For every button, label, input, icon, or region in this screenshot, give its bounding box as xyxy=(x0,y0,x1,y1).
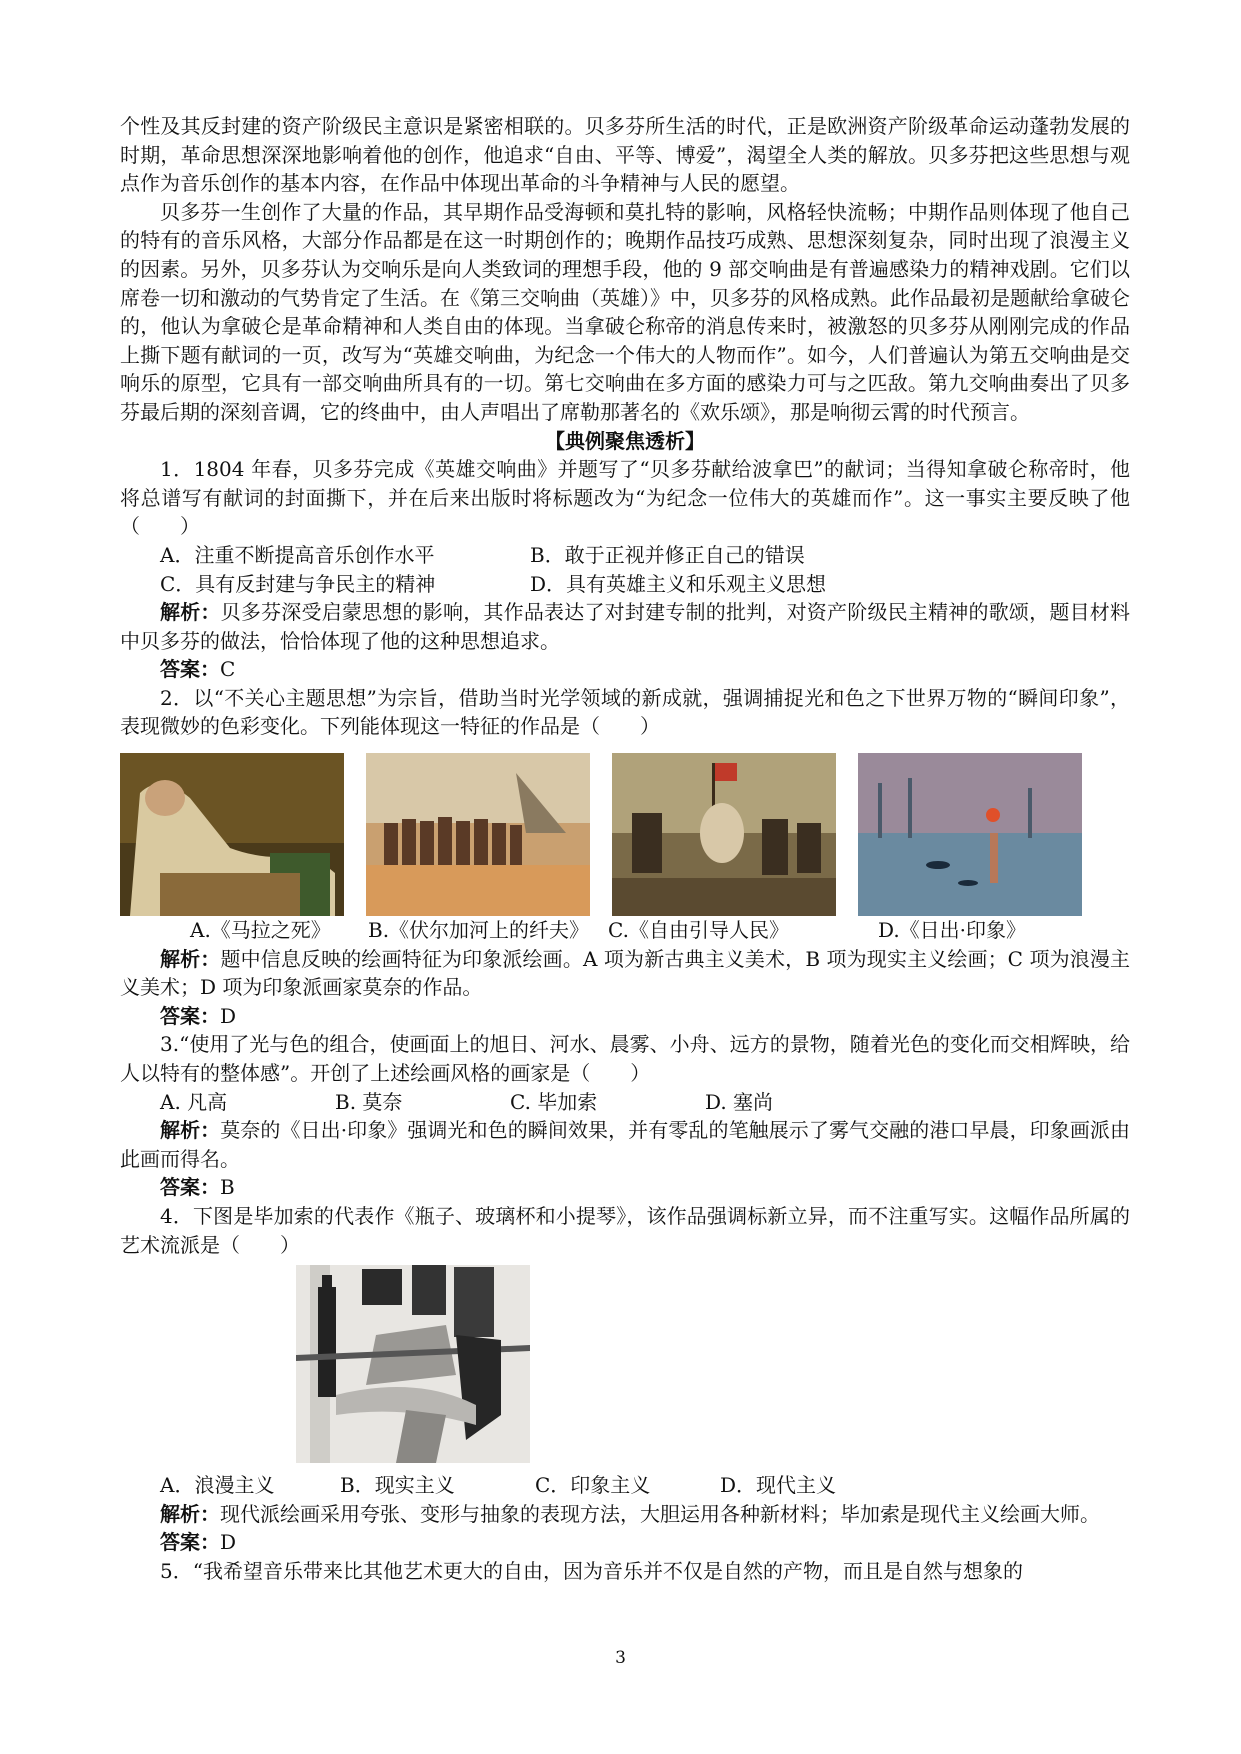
question-5-stem: 5．“我希望音乐带来比其他艺术更大的自由，因为音乐并不仅是自然的产物，而且是自然与想象的 xyxy=(160,1558,1023,1583)
q1-option-d: D．具有英雄主义和乐观主义思想 xyxy=(530,571,827,596)
analysis-label: 解析： xyxy=(160,1501,220,1526)
question-3-analysis xyxy=(120,1116,1130,1173)
intro-paragraph-2: 贝多芬一生创作了大量的作品，其早期作品受海顿和莫扎特的影响，风格轻快流畅；中期作品则体现了他自己的特有的音乐风格，大部分作品都是在这一时期创作的；晚期作品技巧成熟、思想深刻复杂，同时出现了浪漫主义的因素。另外，贝多芬认为交响乐是向人类致词的理想手段，他的 9 部交响曲是有普遍感染力的精神戏剧。它们以席卷一切和激动的气势肯定了生活。在《第三交响曲（英雄）》中，贝多芬的风格成熟。此作品最初是题献给拿破仑的，他认为拿破仑是革命精神和人类自由的体现。当拿破仑称帝的消息传来时，被激怒的贝多芬从刚刚完成的作品上撕下题有献词的一页，改写为“英雄交响曲，为纪念一个伟大的人物而作”。如今，人们普遍认为第五交响曲是交响乐的原型，它具有一部交响曲所具有的一切。第七交响曲在多方面的感染力可与之匹敌。第九交响曲奏出了贝多芬最后期的深刻音调，它的终曲中，由人声唱出了席勒那著名的《欢乐颂》，那是响彻云霄的时代预言。 xyxy=(120,199,1130,424)
q2-analysis-text: 题中信息反映的绘画特征为印象派绘画。A 项为新古典主义美术，B 项为现实主义绘画；C 项为浪漫主义美术；D 项为印象派画家莫奈的作品。 xyxy=(120,946,1131,1000)
q1-option-a: A．注重不断提高音乐创作水平 xyxy=(160,542,435,567)
q3-option-a: A. 凡高 xyxy=(160,1089,228,1114)
question-3-answer xyxy=(120,1173,1130,1202)
question-4-options-row xyxy=(120,1471,1130,1500)
question-4-stem: 4．下图是毕加索的代表作《瓶子、玻璃杯和小提琴》，该作品强调标新立异，而不注重写实。这幅作品所属的艺术流派是（ ） xyxy=(120,1204,1130,1257)
q1-answer-value: C xyxy=(220,657,236,682)
question-3-options-row xyxy=(120,1088,1130,1117)
section-title: 【典例聚焦透析】 xyxy=(545,428,705,453)
question-1-analysis xyxy=(120,598,1130,655)
question-1-options-row-2 xyxy=(120,570,1130,599)
q1-analysis-text: 贝多芬深受启蒙思想的影响，其作品表达了对封建专制的批判，对资产阶级民主精神的歌颂，题目材料中贝多芬的做法，恰恰体现了他的这种思想追求。 xyxy=(120,600,1131,653)
q3-option-d: D. 塞尚 xyxy=(705,1089,774,1114)
q4-option-d: D．现代主义 xyxy=(720,1473,837,1498)
q4-option-c: C．印象主义 xyxy=(535,1473,651,1498)
q3-option-c: C. 毕加索 xyxy=(510,1089,598,1114)
question-4-answer xyxy=(120,1528,1130,1557)
painting-volga-boatmen xyxy=(366,753,590,916)
q4-analysis-text: 现代派绘画采用夸张、变形与抽象的表现方法，大胆运用各种新材料；毕加索是现代主义绘画大师。 xyxy=(220,1501,1100,1526)
question-3-stem: 3.“使用了光与色的组合，使画面上的旭日、河水、晨雾、小舟、远方的景物，随着光色的变化而交相辉映，给人以特有的整体感”。开创了上述绘画风格的画家是（ ） xyxy=(120,1032,1130,1086)
analysis-label: 解析： xyxy=(160,1118,221,1143)
page-number: 3 xyxy=(615,1648,626,1668)
q2-option-a: A.《马拉之死》 xyxy=(190,918,331,943)
document-page xyxy=(120,112,1130,1586)
q4-option-a: A．浪漫主义 xyxy=(160,1473,275,1498)
q1-option-c: C．具有反封建与争民主的精神 xyxy=(160,571,436,596)
answer-label: 答案： xyxy=(160,1003,220,1028)
q2-option-c: C.《自由引导人民》 xyxy=(608,918,789,943)
q3-option-b: B. 莫奈 xyxy=(335,1089,403,1114)
answer-label: 答案： xyxy=(160,1175,220,1200)
question-1-answer xyxy=(120,655,1130,684)
painting-liberty-leading-the-people xyxy=(612,753,836,916)
answer-label: 答案： xyxy=(160,657,220,682)
question-1-stem: 1．1804 年春，贝多芬完成《英雄交响曲》并题写了“贝多芬献给波拿巴”的献词；当得知拿破仑称帝时，他将总谱写有献词的封面撕下，并在后来出版时将标题改为“为纪念一位伟大的英雄而作”。这一事实主要反映了他（ ） xyxy=(120,457,1130,539)
q2-option-b: B.《伏尔加河上的纤夫》 xyxy=(368,918,590,943)
question-1-options-row-1 xyxy=(120,541,1130,570)
intro-paragraph-1: 个性及其反封建的资产阶级民主意识是紧密相联的。贝多芬所生活的时代，正是欧洲资产阶级革命运动蓬勃发展的时期，革命思想深深地影响着他的创作，他追求“自由、平等、博爱”，渴望全人类的解放。贝多芬把这些思想与观点作为音乐创作的基本内容，在作品中体现出革命的斗争精神与人民的愿望。 xyxy=(120,114,1130,196)
question-2-analysis xyxy=(120,945,1130,1002)
painting-death-of-marat xyxy=(120,753,344,916)
question-2-options-row xyxy=(120,916,1130,945)
painting-impression-sunrise xyxy=(858,753,1082,916)
q3-analysis-text: 莫奈的《日出·印象》强调光和色的瞬间效果，并有零乱的笔触展示了雾气交融的港口早晨，印象画派由此画而得名。 xyxy=(120,1118,1131,1171)
analysis-label: 解析： xyxy=(160,600,221,625)
question-2-stem: 2．以“不关心主题思想”为宗旨，借助当时光学领域的新成就，强调捕捉光和色之下世界万物的“瞬间印象”，表现微妙的色彩变化。下列能体现这一特征的作品是（ ） xyxy=(120,685,1130,739)
q1-option-b: B．敢于正视并修正自己的错误 xyxy=(530,542,805,567)
question-2-answer xyxy=(120,1002,1130,1031)
q2-answer-value: D xyxy=(220,1003,237,1028)
analysis-label: 解析： xyxy=(160,946,221,971)
question-4-analysis xyxy=(120,1500,1130,1529)
painting-bottle-glass-violin xyxy=(296,1265,530,1463)
q3-answer-value: B xyxy=(220,1175,235,1200)
q4-option-b: B．现实主义 xyxy=(340,1473,455,1498)
answer-label: 答案： xyxy=(160,1530,220,1555)
question-2-image-row xyxy=(120,753,1130,916)
q4-answer-value: D xyxy=(220,1530,237,1555)
q2-option-d: D.《日出·印象》 xyxy=(878,918,1027,943)
